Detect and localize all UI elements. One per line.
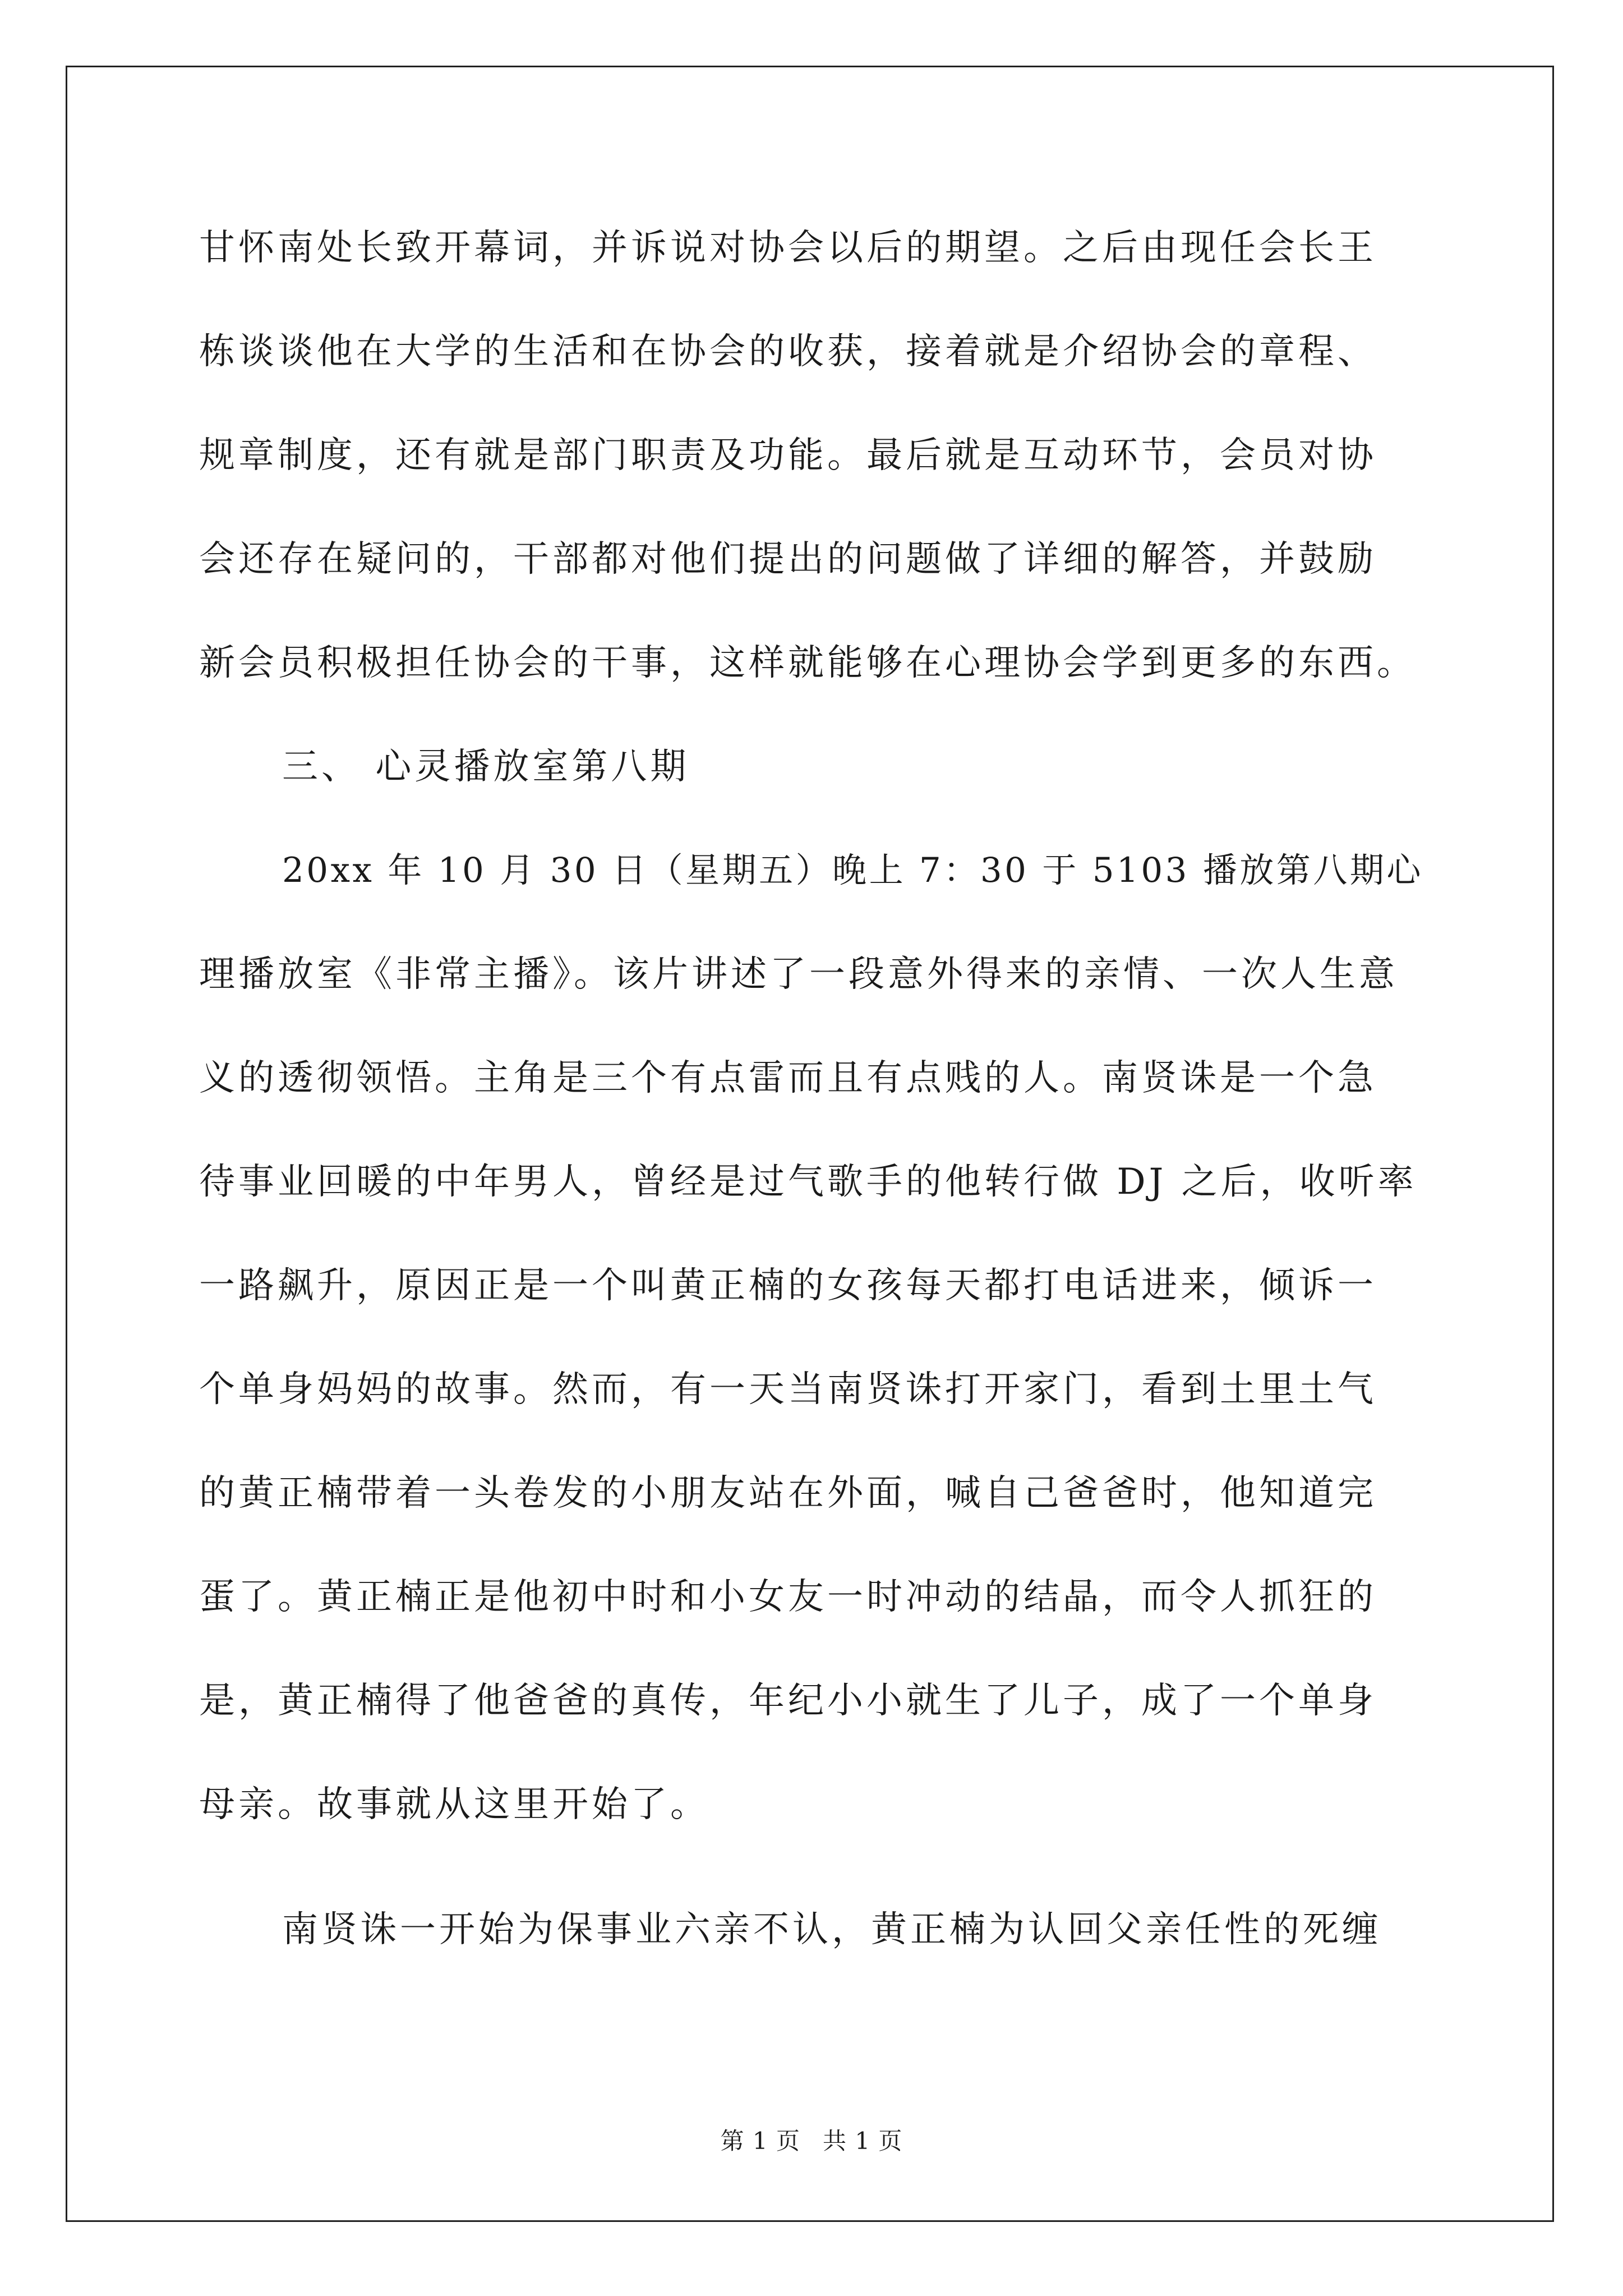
- paragraph-line: 母亲。故事就从这里开始了。: [199, 1784, 709, 1825]
- paragraph-line: 南贤诛一开始为保事业六亲不认，黄正楠为认回父亲任性的死缠: [282, 1909, 1381, 1950]
- paragraph-line: 个单身妈妈的故事。然而，有一天当南贤诛打开家门，看到土里土气: [199, 1369, 1377, 1410]
- paragraph-line: 待事业回暖的中年男人，曾经是过气歌手的他转行做 DJ 之后，收听率: [199, 1161, 1417, 1203]
- paragraph-line: 会还存在疑问的，干部都对他们提出的问题做了详细的解答，并鼓励: [199, 539, 1377, 580]
- page-number: 第 1 页: [720, 2127, 800, 2155]
- paragraph-line: 理播放室《非常主播》。该片讲述了一段意外得来的亲情、一次人生意: [199, 954, 1398, 995]
- page-footer: [0, 2127, 1623, 2156]
- paragraph-line: 甘怀南处长致开幕词，并诉说对协会以后的期望。之后由现任会长王: [199, 227, 1377, 269]
- paragraph-line: 义的透彻领悟。主角是三个有点雷而且有点贱的人。南贤诛是一个急: [199, 1057, 1377, 1099]
- paragraph-line: 新会员积极担任协会的干事，这样就能够在心理协会学到更多的东西。: [199, 642, 1416, 684]
- paragraph-line: 栋谈谈他在大学的生活和在协会的收获，接着就是介绍协会的章程、: [199, 331, 1377, 372]
- paragraph-line: 蛋了。黄正楠正是他初中时和小女友一时冲动的结晶，而令人抓狂的: [199, 1576, 1377, 1618]
- page-border: [66, 66, 1554, 2222]
- page-total: 共 1 页: [823, 2127, 903, 2155]
- paragraph-line: 20xx 年 10 月 30 日（星期五）晚上 7：30 于 5103 播放第八期心: [282, 850, 1423, 890]
- paragraph-line: 一路飙升，原因正是一个叫黄正楠的女孩每天都打电话进来，倾诉一: [199, 1265, 1377, 1306]
- section-heading: 三、 心灵播放室第八期: [282, 746, 690, 788]
- paragraph-line: 的黄正楠带着一头卷发的小朋友站在外面，喊自己爸爸时，他知道完: [199, 1473, 1377, 1514]
- paragraph-line: 规章制度，还有就是部门职责及功能。最后就是互动环节，会员对协: [199, 435, 1377, 476]
- paragraph-line: 是，黄正楠得了他爸爸的真传，年纪小小就生了儿子，成了一个单身: [199, 1680, 1377, 1722]
